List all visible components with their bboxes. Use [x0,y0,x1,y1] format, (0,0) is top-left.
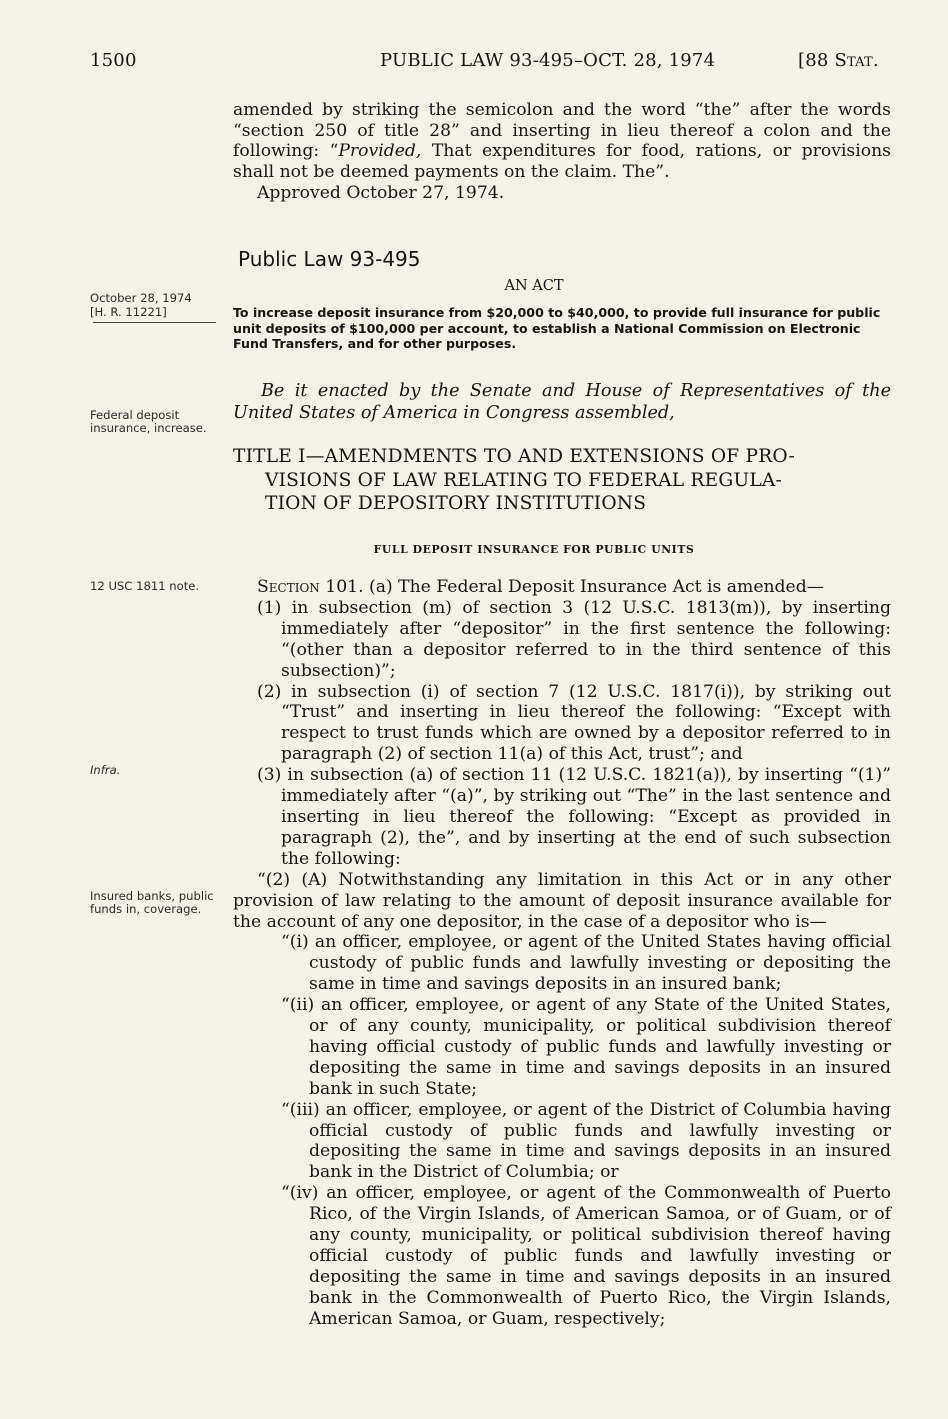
margin-infra: Infra. [90,763,121,777]
paragraph-3: (3) in subsection (a) of section 11 (12 U.S.C. 1821(a)), by inserting “(1)” immediately after “(a)”, by striking out “The” in the last sentence and inserting in lieu thereof the following: “Except as provided in paragraph (2), the”, and by inserting at the end of such subsection the following: [257,765,891,869]
continuation-text-a: amended by striking the semicolon and the word “the” after the words “section 250 of title 28” and inserting in lieu thereof a colon and the following: “ [233,100,891,162]
section-label: Section [257,577,320,597]
section-intro [233,577,891,598]
continuation-italic: Provided, [338,141,422,162]
act-label: AN ACT [504,278,564,294]
margin-date: October 28, 1974 [90,291,192,305]
continuation-paragraph [233,100,891,182]
margin-bill: [H. R. 11221] [90,305,167,319]
margin-rule [93,322,216,323]
title-heading [233,445,895,516]
paragraph-1: (1) in subsection (m) of section 3 (12 U.S.C. 1813(m)), by inserting immediately after “depositor” in the first sentence the following: “(other than a depositor referred to in the third sentence of this subsection)”; [257,597,891,681]
clause-i: “(i) an officer, employee, or agent of the United States having official custody of public funds and lawfully investing or depositing the same in time and savings deposits in an insured bank; [281,932,891,995]
approved-line: Approved October 27, 1974. [257,183,505,204]
section-subhead: FULL DEPOSIT INSURANCE FOR PUBLIC UNITS [373,543,695,556]
paragraph-2: (2) in subsection (i) of section 7 (12 U.S.C. 1817(i)), by striking out “Trust” and inserting in lieu thereof the following: “Except with respect to trust funds which are owned by a depositor referred to in paragraph (2) of section 11(a) of this Act, trust”; and [257,681,891,765]
section-text: 101. (a) The Federal Deposit Insurance Act is amended— [319,577,824,597]
law-title: Public Law 93-495 [238,247,421,271]
title-line-1: TITLE I—AMENDMENTS TO AND EXTENSIONS OF PRO- [233,446,796,467]
title-line-3: TION OF DEPOSITORY INSTITUTIONS [265,493,647,514]
running-title: PUBLIC LAW 93-495–OCT. 28, 1974 [380,50,716,71]
quoted-paragraph: “(2) (A) Notwithstanding any limitation in this Act or in any other provision of law relating to the amount of deposit insurance available for the account of any one depositor, in the case of a depositor who is— [233,869,891,932]
margin-federal-deposit: Federal deposit insurance, increase. [90,408,207,435]
margin-usc: 12 USC 1811 note. [90,579,200,593]
volume-reference: [88 Stat. [798,50,879,71]
page-number: 1500 [90,50,137,71]
top-paragraph [233,100,891,204]
clause-iv: “(iv) an officer, employee, or agent of the Commonwealth of Puerto Rico, of the Virgin Islands, of American Samoa, or of Guam, or of any county, municipality, or political subdivision thereof having official custody of public funds and lawfully investing or depositing the same in time and savings deposits in an insured bank in the Commonwealth of Puerto Rico, the Virgin Islands, American Samoa, or Guam, respectively; [281,1183,891,1329]
continuation-text-b: That expenditures for food, rations, or provisions shall not be deemed payments on the claim. The”. [233,141,891,182]
clause-iii: “(iii) an officer, employee, or agent of the District of Columbia having official custody of public funds and lawfully investing or depositing the same in time and savings deposits in an insured bank in the District of Columbia; or [281,1099,891,1183]
enacting-clause: Be it enacted by the Senate and House of Representatives of the United States of America in Congress assembled, [233,381,891,423]
clause-ii: “(ii) an officer, employee, or agent of any State of the United States, or of any county, municipality, or political subdivision thereof having official custody of public funds and lawfully investing or depositing the same in time and savings deposits in an insured bank in such State; [281,995,891,1099]
purpose-statement: To increase deposit insurance from $20,000 to $40,000, to provide full insurance for public unit deposits of $100,000 per account, to establish a National Commission on Electronic Fund Transfers, and for other purposes. [233,305,881,352]
title-line-2: VISIONS OF LAW RELATING TO FEDERAL REGULA- [265,469,782,491]
margin-insured-banks: Insured banks, public funds in, coverage. [90,889,214,916]
section-body [233,577,891,1330]
